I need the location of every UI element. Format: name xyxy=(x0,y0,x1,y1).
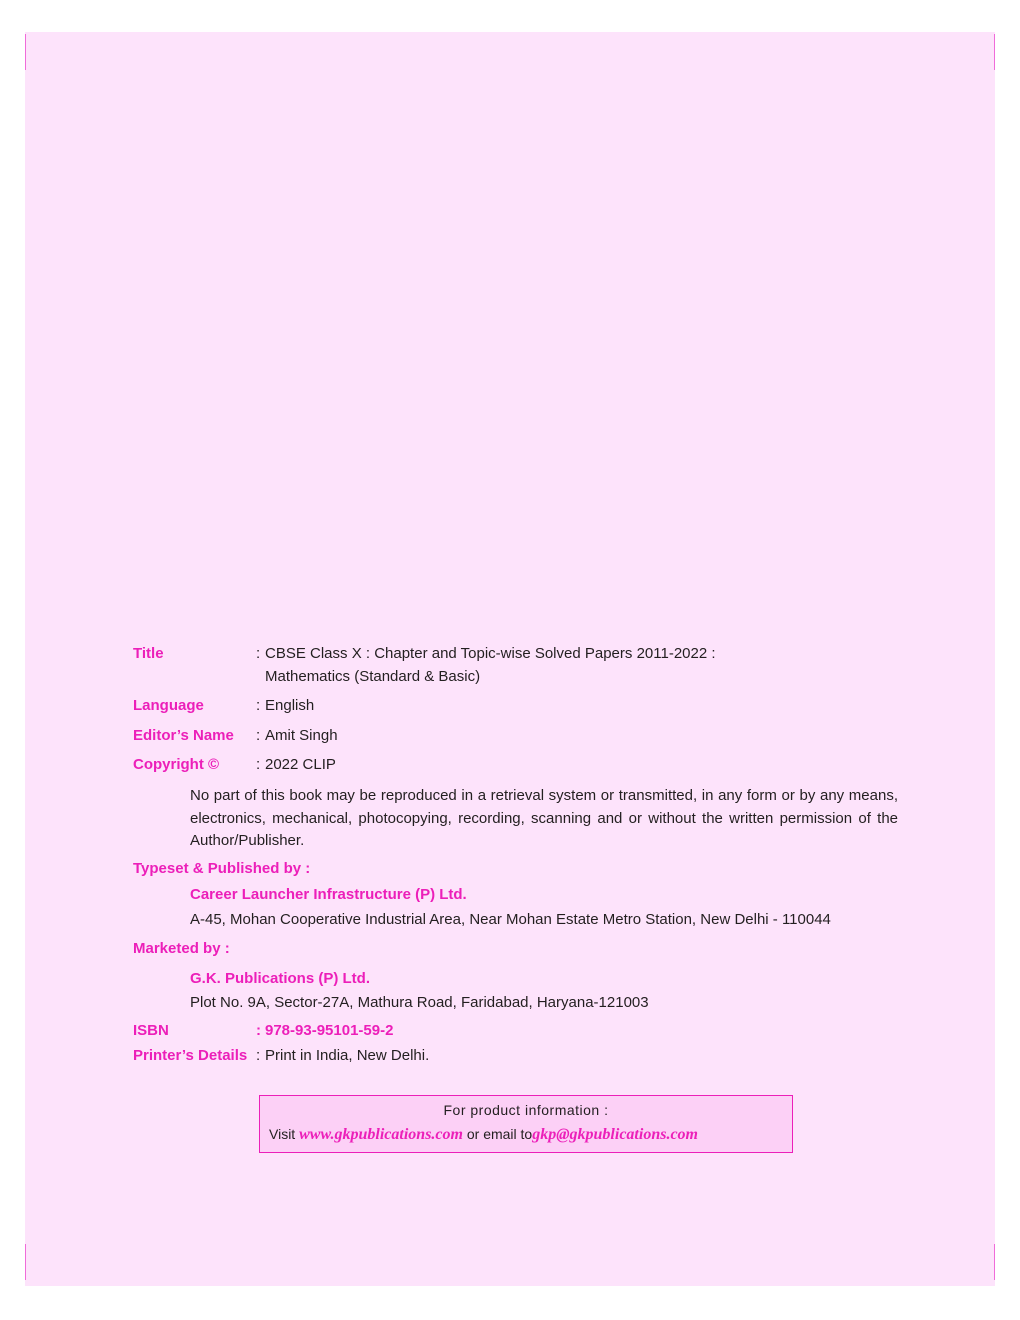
website-link[interactable]: www.gkpublications.com xyxy=(299,1126,463,1143)
language-colon: : xyxy=(256,697,261,714)
isbn-label: ISBN xyxy=(133,1022,169,1039)
language-value: English xyxy=(265,697,315,714)
marketed-company: G.K. Publications (P) Ltd. xyxy=(190,970,370,987)
title-value-line2: Mathematics (Standard & Basic) xyxy=(265,668,481,685)
crop-mark-bottom-left xyxy=(25,1244,26,1280)
product-info-contact xyxy=(269,1126,698,1144)
email-link[interactable]: gkp@gkpublications.com xyxy=(532,1126,698,1143)
typeset-address: A-45, Mohan Cooperative Industrial Area, Near Mohan Estate Metro Station, New Delhi - 110044 xyxy=(190,911,831,928)
crop-mark-bottom-right xyxy=(994,1244,995,1280)
crop-mark-top-right xyxy=(994,34,995,70)
printer-label: Printer’s Details xyxy=(133,1047,248,1064)
copyright-value: 2022 CLIP xyxy=(265,756,336,773)
printer-value: Print in India, New Delhi. xyxy=(265,1047,430,1064)
typeset-label: Typeset & Published by : xyxy=(133,860,311,877)
email-text: or email to xyxy=(466,1126,533,1142)
product-info-box xyxy=(259,1095,793,1153)
language-label: Language xyxy=(133,697,204,714)
editor-value: Amit Singh xyxy=(265,727,338,744)
title-label: Title xyxy=(133,645,164,662)
marketed-address: Plot No. 9A, Sector-27A, Mathura Road, Faridabad, Haryana-121003 xyxy=(190,994,649,1011)
product-info-heading: For product information : xyxy=(443,1102,609,1118)
title-value-line1: CBSE Class X : Chapter and Topic-wise Solved Papers 2011-2022 : xyxy=(265,645,716,662)
title-colon: : xyxy=(256,645,261,662)
printer-colon: : xyxy=(256,1047,261,1064)
rights-notice: No part of this book may be reproduced in a retrieval system or transmitted, in any form or by any means, electronics, mechanical, photocopying, recording, scanning and or without the written permission of the Author/Publisher. xyxy=(190,787,898,849)
copyright-colon: : xyxy=(256,756,261,773)
visit-text: Visit xyxy=(269,1126,296,1142)
marketed-label: Marketed by : xyxy=(133,940,230,957)
isbn-colon: : xyxy=(256,1022,261,1039)
typeset-company: Career Launcher Infrastructure (P) Ltd. xyxy=(190,886,467,903)
editor-colon: : xyxy=(256,727,261,744)
isbn-value: 978-93-95101-59-2 xyxy=(265,1022,394,1039)
editor-label: Editor’s Name xyxy=(133,727,234,744)
crop-mark-top-left xyxy=(25,34,26,70)
copyright-label: Copyright © xyxy=(133,756,220,773)
